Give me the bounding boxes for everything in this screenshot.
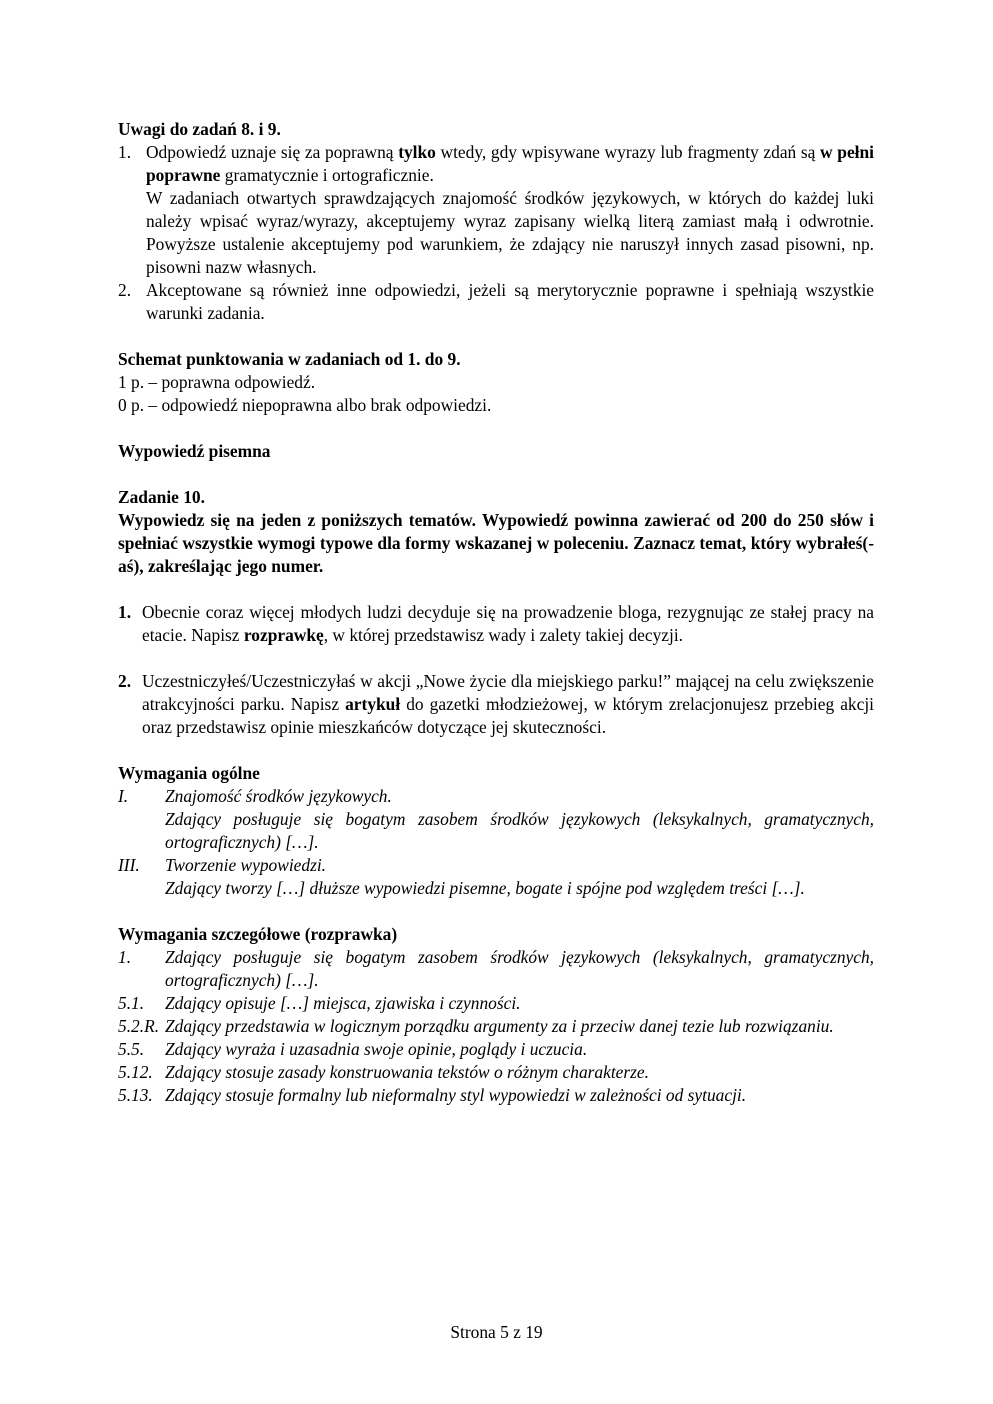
detailed-requirement-text: Zdający wyraża i uzasadnia swoje opinie, poglądy i uczucia.	[165, 1039, 588, 1059]
note-2	[118, 279, 874, 325]
topic-2-text	[142, 670, 874, 739]
detailed-requirement	[118, 946, 874, 992]
general-requirement	[118, 785, 874, 854]
scoring-heading: Schemat punktowania w zadaniach od 1. do 9.	[118, 349, 461, 369]
page-number: Strona 5 z 19	[450, 1322, 543, 1342]
general-requirement-title: Znajomość środków językowych.	[165, 786, 392, 806]
detailed-requirement-number: 5.13.	[118, 1085, 153, 1105]
text: do gazetki młodzieżowej, w którym zrelacjonujesz przebieg akcji oraz przedstawisz opinie mieszkańców dotyczące jej skuteczności.	[142, 694, 874, 737]
topic-2-number: 2.	[118, 671, 132, 691]
page-content	[118, 118, 874, 1107]
general-requirements-heading: Wymagania ogólne	[118, 763, 260, 783]
general-requirement-text: Zdający posługuje się bogatym zasobem środków językowych (leksykalnych, gramatycznych, ortograficznych) […].	[165, 809, 874, 852]
general-requirement-body	[165, 854, 874, 900]
scoring-1-point: 1 p. – poprawna odpowiedź.	[118, 372, 316, 392]
note-1-paragraph-1	[146, 141, 874, 187]
general-requirement-number: I.	[118, 786, 129, 806]
detailed-requirement-text: Zdający stosuje formalny lub nieformalny styl wypowiedzi w zależności od sytuacji.	[165, 1085, 747, 1105]
text: Uczestniczyłeś/Uczestniczyłaś w akcji „Nowe życie dla miejskiego parku!” mającej na celu zwiększenie atrakcyjności parku. Napisz	[142, 671, 874, 714]
detailed-requirement	[118, 1061, 874, 1084]
text: gramatycznie i ortograficznie.	[220, 165, 434, 185]
note-2-body: Akceptowane są również inne odpowiedzi, jeżeli są merytorycznie poprawne i spełniają wszystkie warunki zadania.	[146, 280, 874, 323]
notes-heading: Uwagi do zadań 8. i 9.	[118, 119, 281, 139]
note-1-paragraph-2: W zadaniach otwartych sprawdzających znajomość środków językowych, w których do każdej luki należy wpisać wyraz/wyrazy, akceptujemy wyraz zapisany wielką literą zamiast małą i odwrotnie. Powyższe ustalenie akceptujemy pod warunkiem, że zdający nie naruszył innych zasad pisowni, np. pisowni nazw własnych.	[146, 188, 874, 277]
detailed-requirement-number: 5.2.R.	[118, 1016, 160, 1036]
general-requirement	[118, 854, 874, 900]
detailed-requirement-number: 5.5.	[118, 1039, 145, 1059]
general-requirement-title: Tworzenie wypowiedzi.	[165, 855, 327, 875]
text: Obecnie coraz więcej młodych ludzi decyduje się na prowadzenie bloga, rezygnując ze stałej pracy na etacie. Napisz	[142, 602, 874, 645]
detailed-requirement-number: 1.	[118, 947, 132, 967]
detailed-requirement	[118, 992, 874, 1015]
topic-1-number: 1.	[118, 602, 132, 622]
detailed-requirement-text: Zdający przedstawia w logicznym porządku argumenty za i przeciw danej tezie lub rozwiązaniu.	[165, 1016, 834, 1036]
detailed-requirements-heading: Wymagania szczegółowe (rozprawka)	[118, 924, 398, 944]
detailed-requirement	[118, 1015, 874, 1038]
detailed-requirement	[118, 1084, 874, 1107]
detailed-requirement-text: Zdający posługuje się bogatym zasobem środków językowych (leksykalnych, gramatycznych, ortograficznych) […].	[165, 947, 874, 990]
emphasis: rozprawkę	[243, 625, 324, 645]
emphasis: w pełni poprawne	[146, 142, 874, 185]
note-1-number: 1.	[118, 142, 132, 162]
general-requirement-body	[165, 785, 874, 854]
detailed-requirement-text: Zdający opisuje […] miejsca, zjawiska i czynności.	[165, 993, 521, 1013]
emphasis: artykuł	[345, 694, 401, 714]
scoring-0-point: 0 p. – odpowiedź niepoprawna albo brak odpowiedzi.	[118, 395, 492, 415]
task-instruction: Wypowiedz się na jeden z poniższych tematów. Wypowiedź powinna zawierać od 200 do 250 słów i spełniać wszystkie wymogi typowe dla formy wskazanej w poleceniu. Zaznacz temat, który wybrałeś(-aś), zakreślając jego numer.	[118, 510, 874, 576]
text: , w której przedstawisz wady i zalety takiej decyzji.	[323, 625, 684, 645]
detailed-requirement-number: 5.12.	[118, 1062, 153, 1082]
emphasis: tylko	[398, 142, 436, 162]
section-heading: Wypowiedź pisemna	[118, 441, 271, 461]
task-heading: Zadanie 10.	[118, 487, 205, 507]
detailed-requirement	[118, 1038, 874, 1061]
note-1-body	[146, 141, 874, 279]
topic-1-text	[142, 601, 874, 647]
note-1	[118, 141, 874, 279]
note-2-number: 2.	[118, 280, 132, 300]
text: Odpowiedź uznaje się za poprawną	[146, 142, 399, 162]
detailed-requirement-text: Zdający stosuje zasady konstruowania tekstów o różnym charakterze.	[165, 1062, 649, 1082]
topic-2[interactable]	[118, 670, 874, 739]
general-requirement-text: Zdający tworzy […] dłuższe wypowiedzi pisemne, bogate i spójne pod względem treści […].	[165, 878, 805, 898]
text: wtedy, gdy wpisywane wyrazy lub fragmenty zdań są	[435, 142, 821, 162]
general-requirement-number: III.	[118, 855, 140, 875]
detailed-requirement-number: 5.1.	[118, 993, 145, 1013]
topic-1[interactable]	[118, 601, 874, 647]
